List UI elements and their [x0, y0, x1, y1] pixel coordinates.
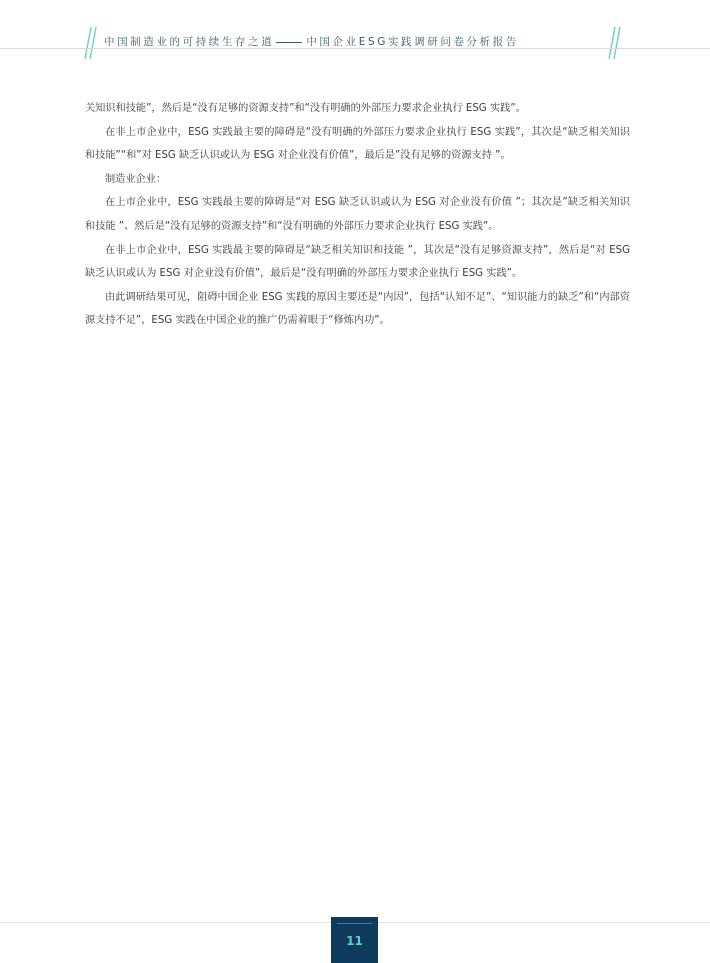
header-title — [104, 34, 604, 49]
paragraph: 由此调研结果可见，阻碍中国企业 ESG 实践的原因主要还是“内因”，包括“认知不足”、“知识能力的缺乏”和“内部资源支持不足”，ESG 实践在中国企业的推广仍需着眼于“修炼内功”。 — [85, 291, 630, 327]
subheading: 制造业企业： — [105, 173, 167, 185]
page-number-badge — [331, 917, 378, 963]
page-header — [0, 22, 710, 62]
header-dash — [276, 42, 302, 43]
header-title-left: 中国制造业的可持续生存之道 — [104, 36, 275, 48]
header-title-right: 中国企业ESG实践调研问卷分析报告 — [306, 36, 519, 48]
page-number: 11 — [346, 934, 363, 948]
paragraph: 在非上市企业中，ESG 实践最主要的障碍是“缺乏相关知识和技能 ”，其次是“没有足够资源支持”，然后是“对 ESG 缺乏认识或认为 ESG 对企业没有价值”，最后是“没有明确的外部压力要求企业执行 ESG 实践”。 — [85, 244, 630, 280]
double-slash-left-icon — [82, 26, 102, 60]
paragraph: 在上市企业中，ESG 实践最主要的障碍是“对 ESG 缺乏认识或认为 ESG 对企业没有价值 ”；其次是”缺乏相关知识和技能 ”、然后是“没有足够的资源支持”和“没有明确的外部压力要求企业执行 ESG 实践”。 — [85, 197, 630, 232]
double-slash-right-icon — [606, 26, 626, 60]
page-number-rule — [337, 923, 372, 924]
header-divider — [0, 48, 710, 49]
paragraph: 在非上市企业中，ESG 实践最主要的障碍是“没有明确的外部压力要求企业执行 ESG 实践”，其次是“缺乏相关知识和技能”“和”对 ESG 缺乏认识或认为 ESG 对企业没有价值”，最后是”没有足够的资源支持 ”。 — [85, 126, 630, 162]
body-text — [85, 97, 630, 333]
paragraph: 关知识和技能”，然后是“没有足够的资源支持”和“没有明确的外部压力要求企业执行 ESG 实践”。 — [85, 103, 526, 114]
